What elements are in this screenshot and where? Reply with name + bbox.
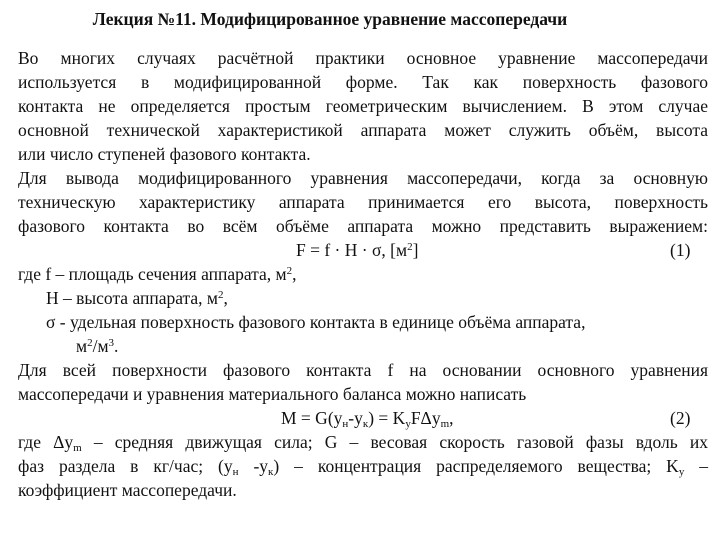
- closing-line: коэффициент массопередачи.: [18, 480, 237, 500]
- paragraph-1-line: Во многих случаях расчётной практики основное уравнение массопередачи: [18, 48, 708, 68]
- equation-1-number: (1): [670, 240, 691, 260]
- paragraph-1-line: используется в модифицированной форме. Так как поверхность фазового: [18, 72, 708, 92]
- definition-f: где f – площадь сечения аппарата, $м^2$,: [18, 264, 297, 284]
- paragraph-1-line: основной технической характеристикой аппарата может служить объём, высота: [18, 120, 708, 140]
- closing-line: фаз раздела в кг/час; ($y_н$ $-y_к$) – концентрация распределяемого вещества; $K_y$ –: [18, 456, 709, 478]
- paragraph-1-line: или число ступеней фазового контакта.: [18, 144, 311, 164]
- definition-h: H – высота аппарата, $м^2$,: [46, 288, 228, 308]
- definition-sigma-units: $м^2/м^3$.: [76, 336, 119, 356]
- paragraph-3-line: массопередачи и уравнения материального баланса можно написать: [18, 384, 527, 404]
- lecture-title: Лекция №11. Модифицированное уравнение массопередачи: [92, 9, 568, 29]
- equation-2-number: (2): [670, 408, 691, 428]
- definition-sigma: σ - удельная поверхность фазового контакта в единице объёма аппарата,: [46, 312, 586, 332]
- equation-2-body: $M = G(y_н-y_к) = K_yF\Delta y_m$,: [281, 408, 454, 430]
- equation-1-body: F = f · H · σ, $[м^2]$: [296, 240, 419, 260]
- paragraph-2-line: фазового контакта во всём объёме аппарата можно представить выражением:: [18, 216, 708, 236]
- paragraph-2-line: техническую характеристику аппарата принимается его высота, поверхность: [18, 192, 708, 212]
- paragraph-3-line: Для всей поверхности фазового контакта f на основании основного уравнения: [18, 360, 708, 380]
- paragraph-2-line: Для вывода модифицированного уравнения массопередачи, когда за основную: [18, 168, 708, 188]
- closing-line: где $\Delta y_m$ – средняя движущая сила; G – весовая скорость газовой фазы вдоль их: [18, 432, 708, 454]
- paragraph-1-line: контакта не определяется простым геометрическим вычислением. В этом случае: [18, 96, 708, 116]
